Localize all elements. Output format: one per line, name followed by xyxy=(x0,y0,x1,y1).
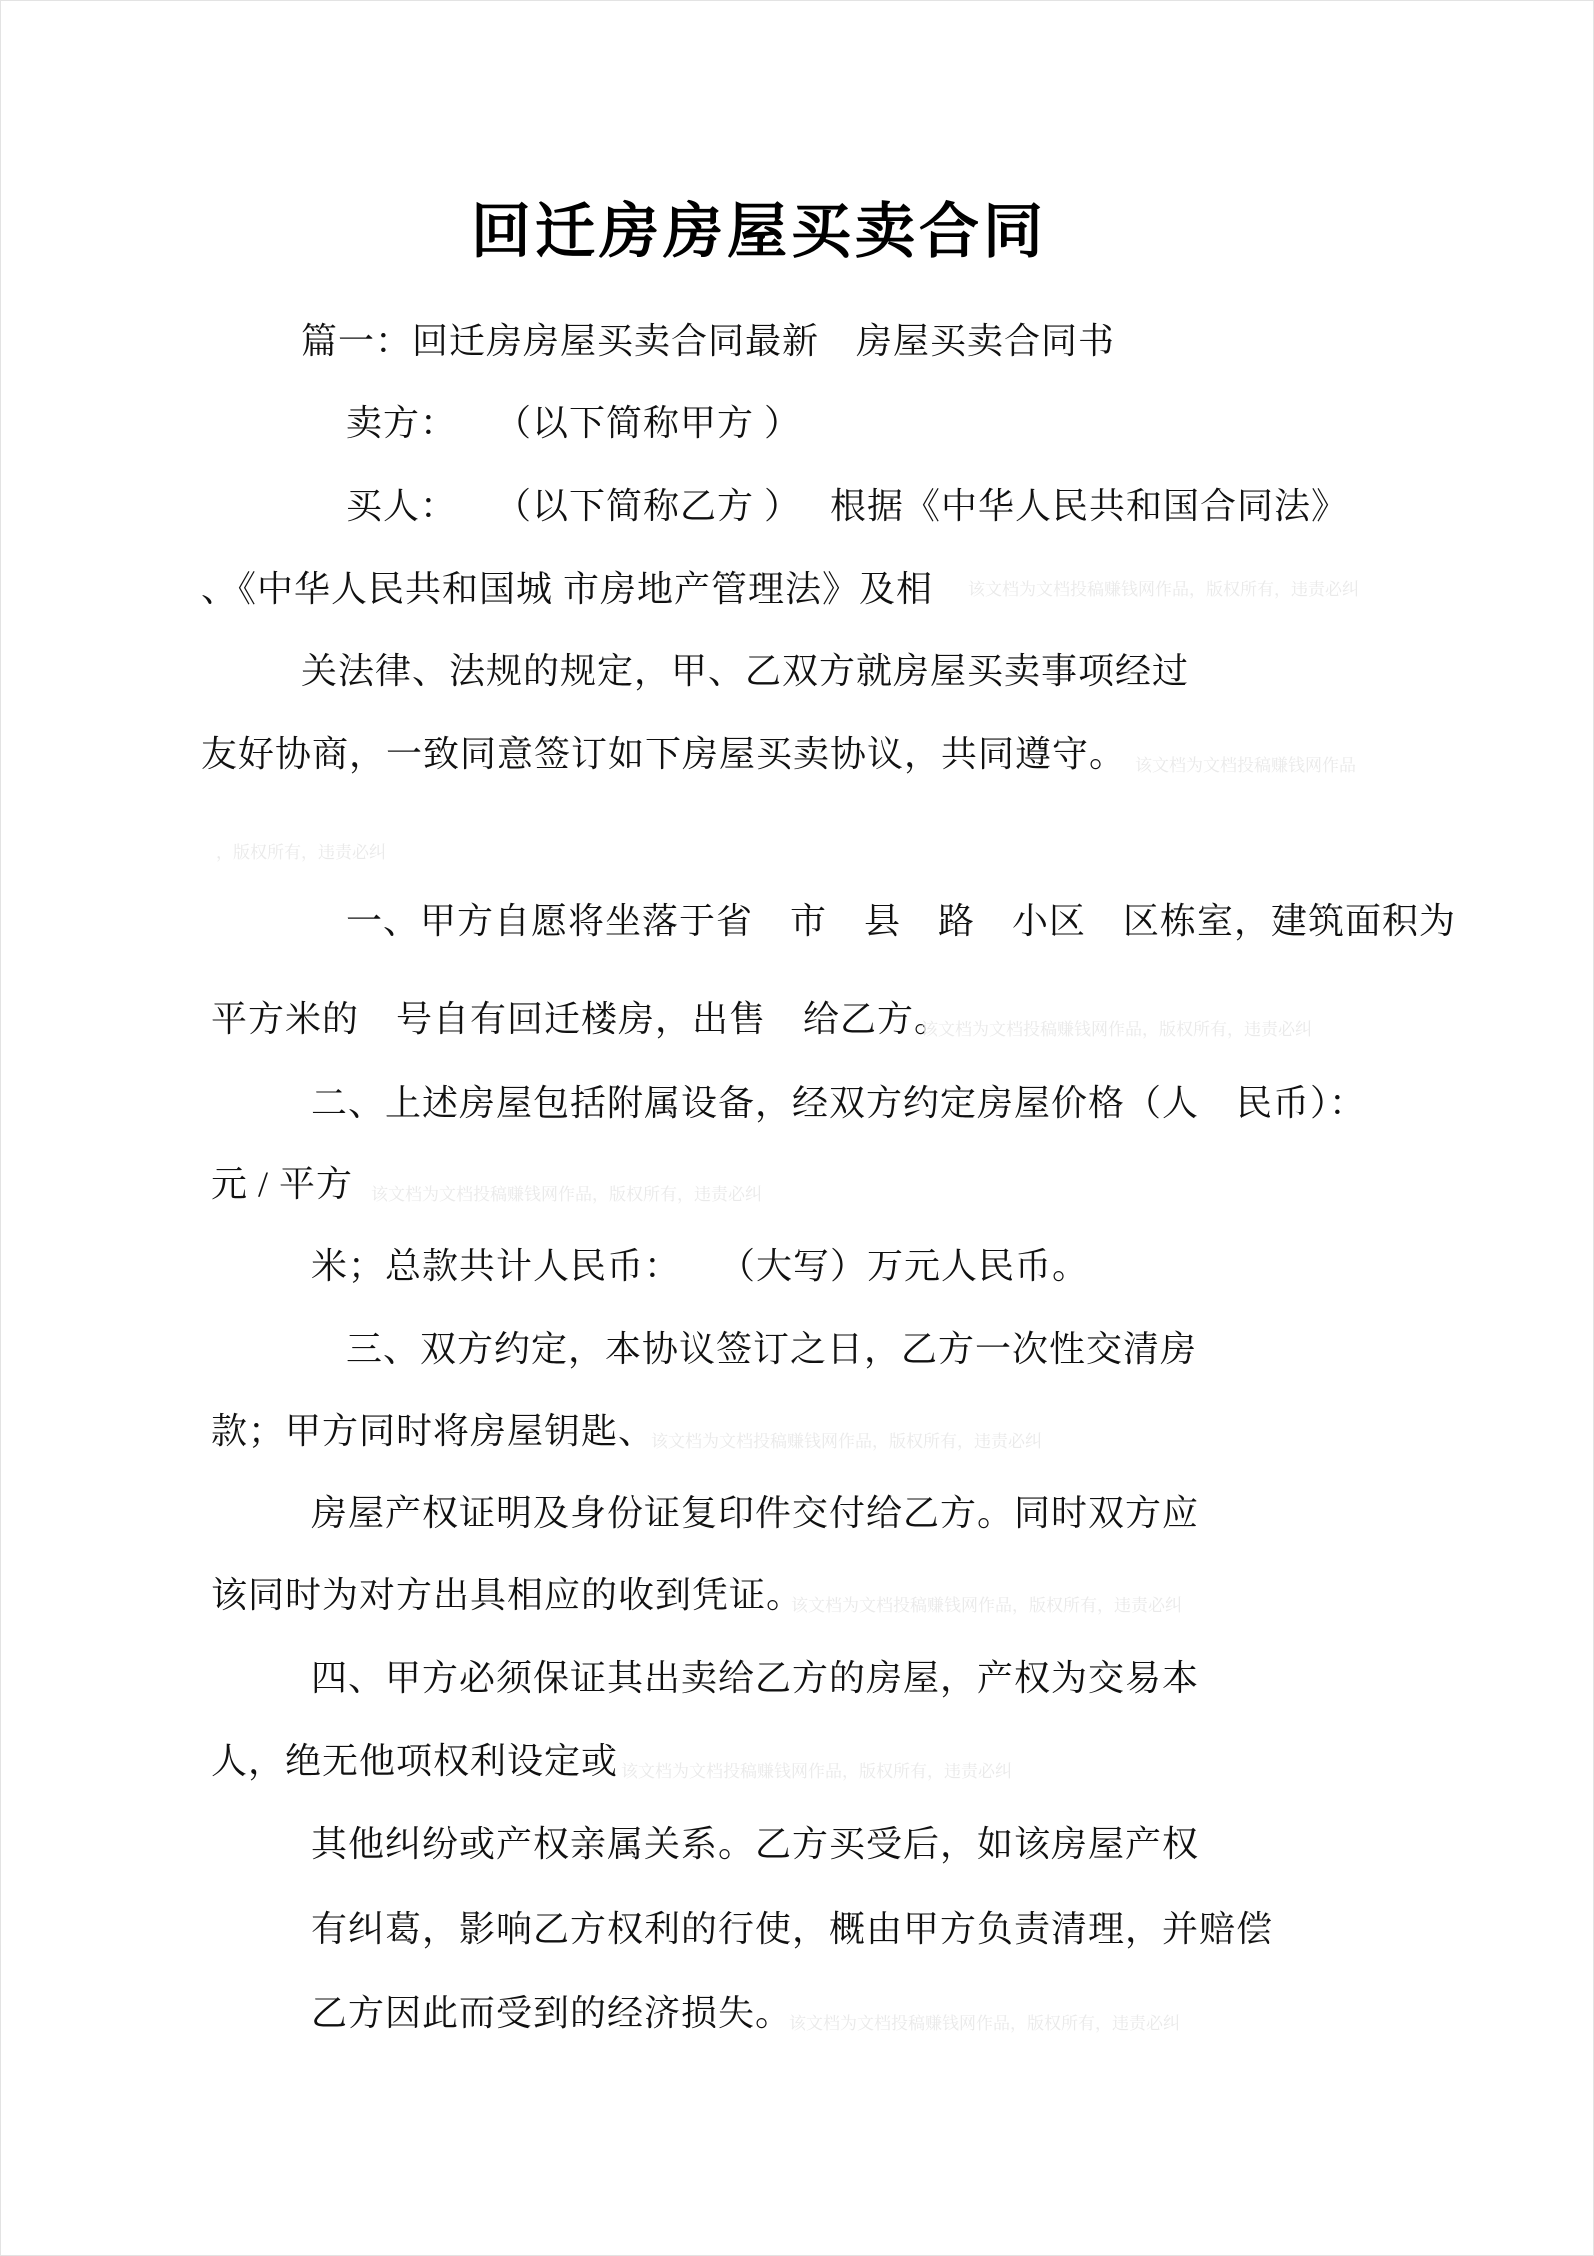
body-line-7: 一、甲方自愿将坐落于省 市 县 路 小区 区栋室，建筑面积为 xyxy=(346,901,1457,941)
watermark-text: 该文档为文档投稿赚钱网作品，版权所有，违责必纠 xyxy=(371,1185,762,1204)
body-line-13: 款；甲方同时将房屋钥匙、 xyxy=(211,1411,656,1451)
watermark-text: 该文档为文档投稿赚钱网作品，版权所有，违责必纠 xyxy=(651,1432,1042,1451)
watermark-text: ，版权所有，违责必纠 xyxy=(216,843,386,862)
body-line-4: 、《中华人民共和国城 市房地产管理法》及相 xyxy=(201,569,934,609)
watermark-text: 该文档为文档投稿赚钱网作品，版权所有，违责必纠 xyxy=(921,1020,1312,1039)
body-line-18: 其他纠纷或产权亲属关系。乙方买受后，如该房屋产权 xyxy=(311,1824,1200,1864)
body-line-10: 元 / 平方 xyxy=(211,1164,354,1204)
body-line-6: 友好协商，一致同意签订如下房屋买卖协议，共同遵守。 xyxy=(201,734,1127,774)
watermark-text: 该文档为文档投稿赚钱网作品，版权所有，违责必纠 xyxy=(621,1762,1012,1781)
body-line-8: 平方米的 号自有回迁楼房，出售 给乙方。 xyxy=(211,999,952,1039)
body-line-15: 该同时为对方出具相应的收到凭证。 xyxy=(211,1575,804,1615)
body-line-14: 房屋产权证明及身份证复印件交付给乙方。同时双方应 xyxy=(311,1493,1200,1533)
body-line-17: 人，绝无他项权利设定或 xyxy=(211,1741,619,1781)
body-line-12: 三、双方约定，本协议签订之日，乙方一次性交清房 xyxy=(346,1329,1198,1369)
body-line-2: 卖方： （以下简称甲方 ） xyxy=(346,403,802,443)
body-line-1: 篇一：回迁房房屋买卖合同最新 房屋买卖合同书 xyxy=(301,321,1116,361)
body-line-3: 买人： （以下简称乙方 ） 根据《中华人民共和国合同法》 xyxy=(346,486,1349,526)
watermark-text: 该文档为文档投稿赚钱网作品，版权所有，违责必纠 xyxy=(791,1596,1182,1615)
body-line-9: 二、上述房屋包括附属设备，经双方约定房屋价格（人 民币）： xyxy=(311,1083,1367,1123)
watermark-text: 该文档为文档投稿赚钱网作品，版权所有，违责必纠 xyxy=(968,580,1359,599)
document-title: 回迁房房屋买卖合同 xyxy=(471,198,1047,265)
body-line-5: 关法律、法规的规定，甲、乙双方就房屋买卖事项经过 xyxy=(301,651,1190,691)
body-line-19: 有纠葛，影响乙方权利的行使，概由甲方负责清理，并赔偿 xyxy=(311,1909,1274,1949)
watermark-text: 该文档为文档投稿赚钱网作品，版权所有，违责必纠 xyxy=(789,2014,1180,2033)
body-line-20: 乙方因此而受到的经济损失。 xyxy=(311,1993,793,2033)
watermark-text: 该文档为文档投稿赚钱网作品 xyxy=(1135,756,1356,775)
body-line-16: 四、甲方必须保证其出卖给乙方的房屋，产权为交易本 xyxy=(311,1658,1200,1698)
body-line-11: 米；总款共计人民币： （大写）万元人民币。 xyxy=(311,1246,1090,1286)
